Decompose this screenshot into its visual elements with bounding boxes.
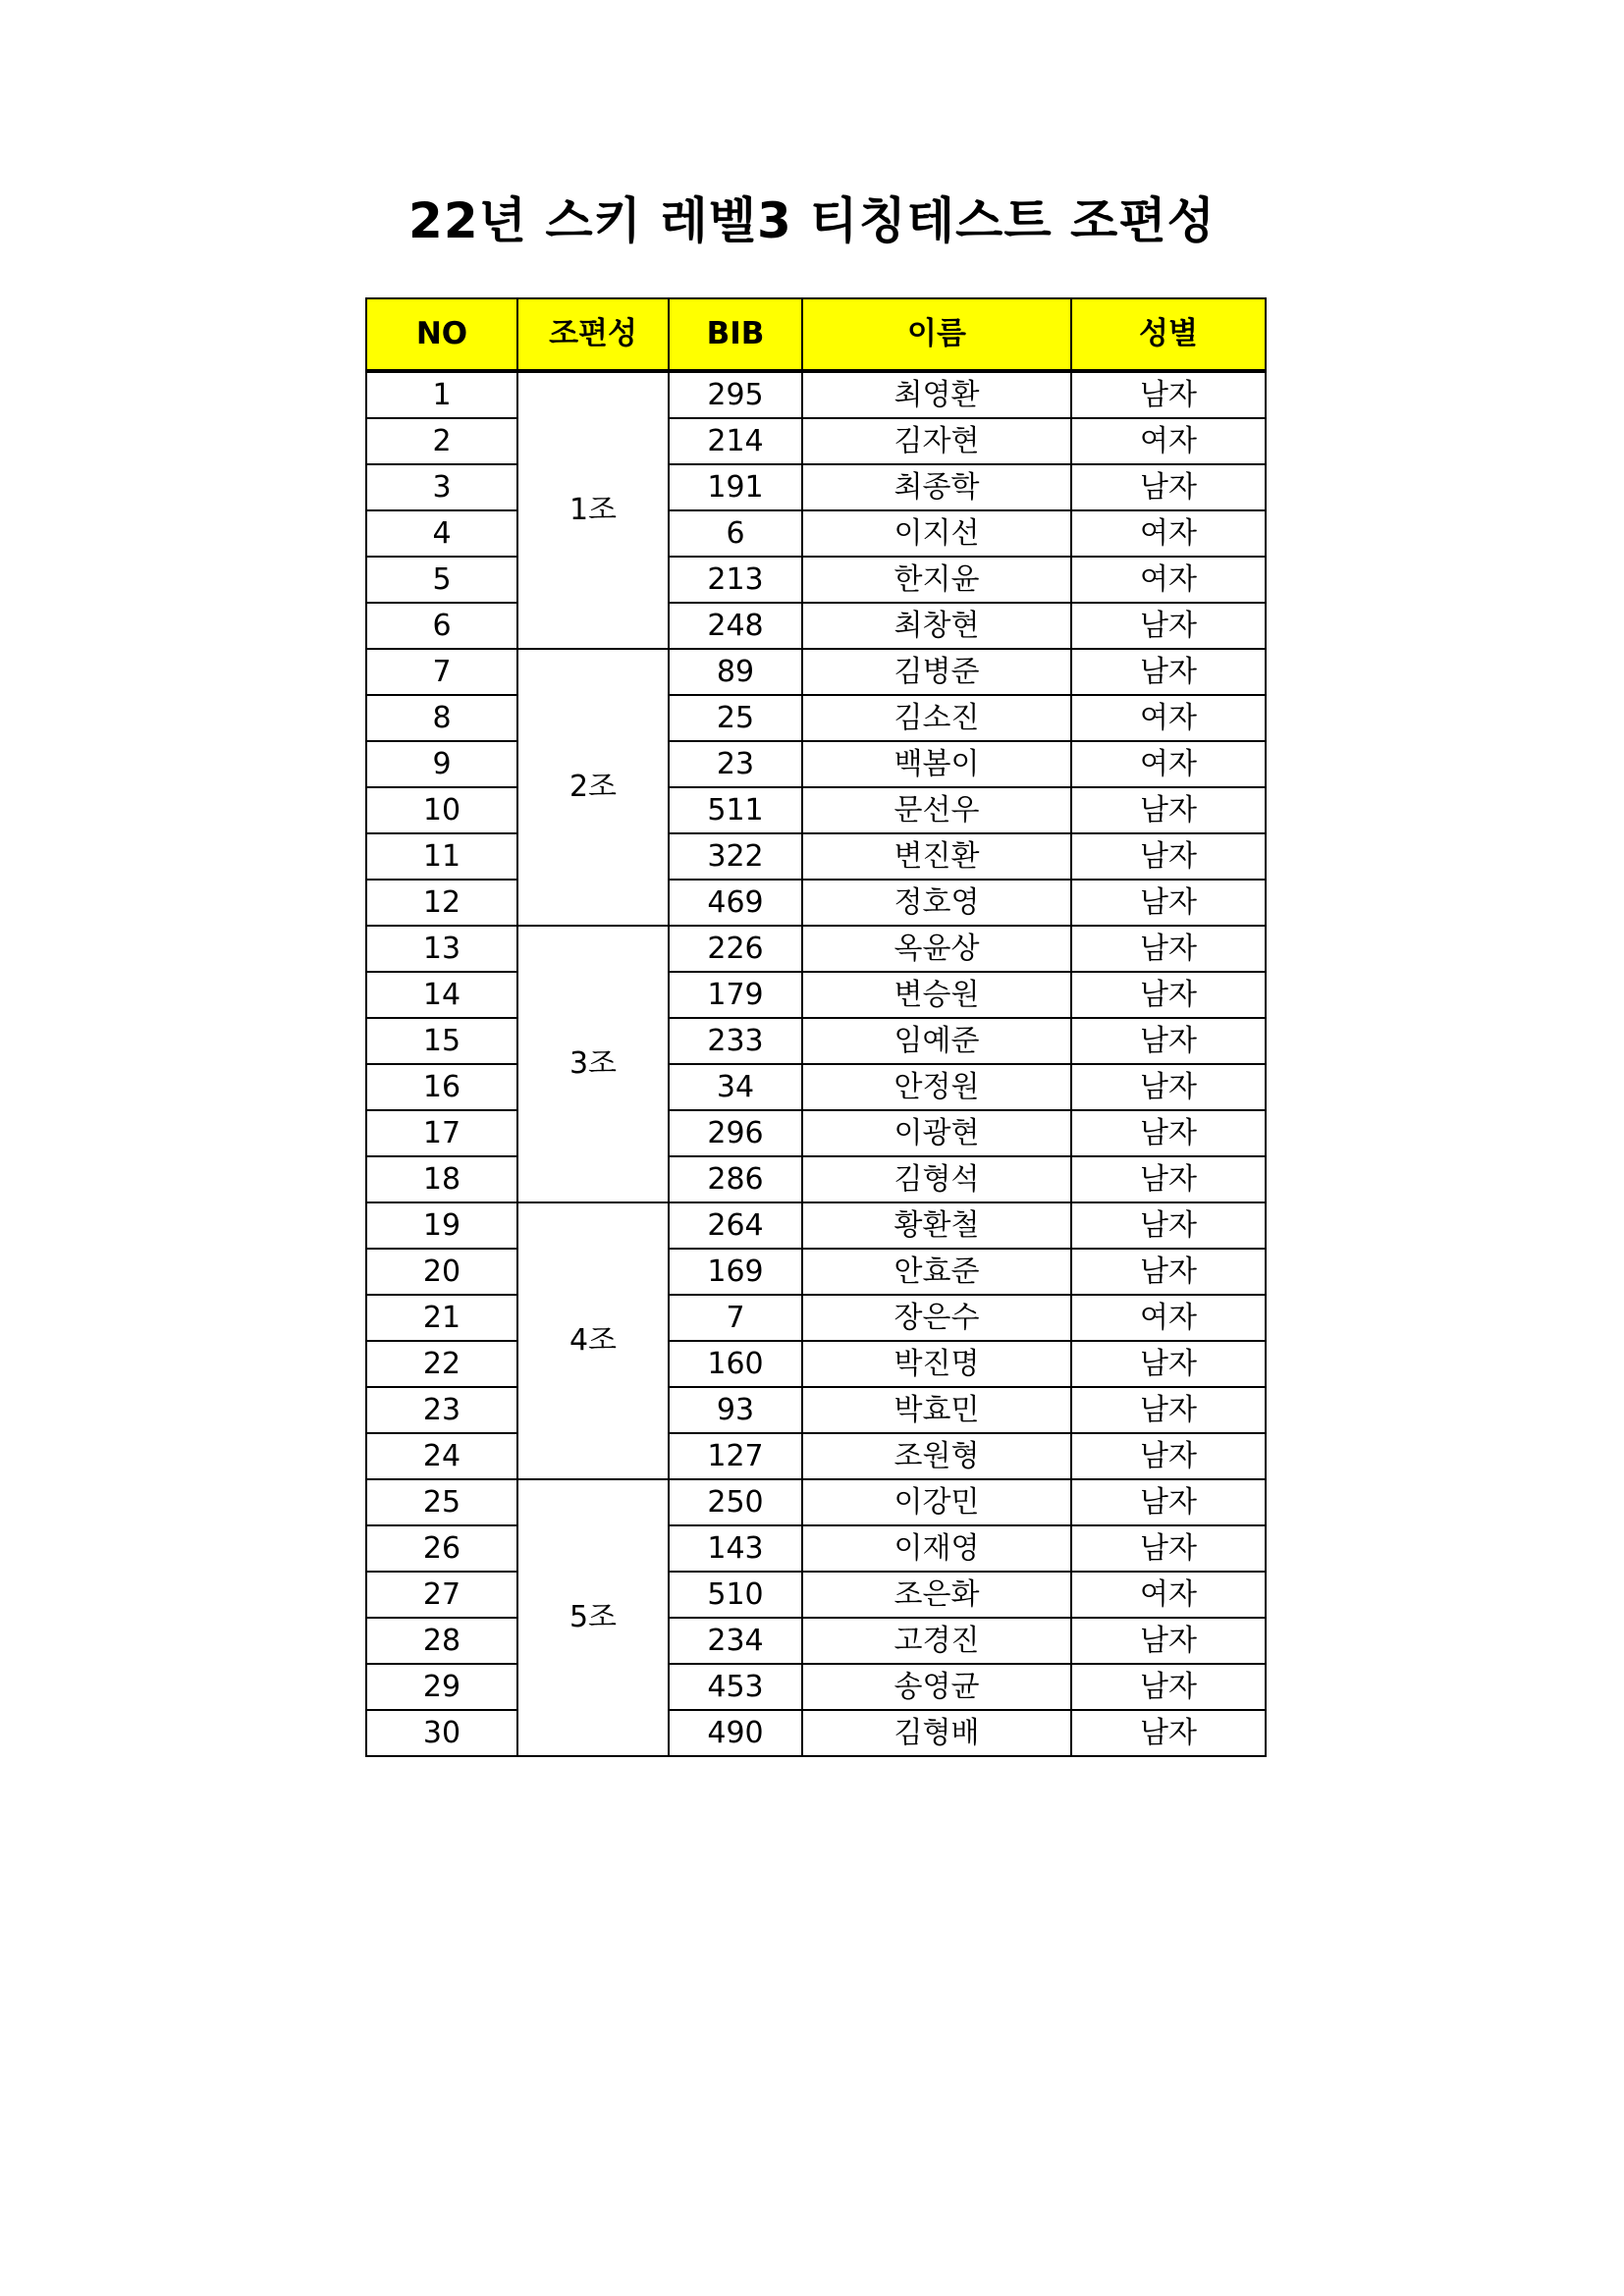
cell-name: 임예준 [802,1018,1071,1064]
cell-gender: 남자 [1071,1525,1266,1572]
cell-gender: 남자 [1071,1110,1266,1156]
cell-no: 20 [366,1249,517,1295]
cell-no: 21 [366,1295,517,1341]
cell-name: 김형석 [802,1156,1071,1202]
cell-name: 송영균 [802,1664,1071,1710]
cell-no: 22 [366,1341,517,1387]
cell-gender: 남자 [1071,603,1266,649]
cell-group: 5조 [517,1479,669,1756]
cell-no: 17 [366,1110,517,1156]
header-no: NO [366,298,517,371]
cell-gender: 남자 [1071,833,1266,880]
cell-name: 조원형 [802,1433,1071,1479]
cell-name: 최창현 [802,603,1071,649]
cell-gender: 남자 [1071,1064,1266,1110]
cell-no: 13 [366,926,517,972]
table-row [366,833,1266,880]
table-row [366,1249,1266,1295]
table-row [366,926,1266,972]
cell-no: 7 [366,649,517,695]
cell-no: 16 [366,1064,517,1110]
table-row [366,1018,1266,1064]
table-row [366,1387,1266,1433]
cell-no: 9 [366,741,517,787]
table-row [366,1341,1266,1387]
cell-bib: 322 [669,833,802,880]
cell-no: 8 [366,695,517,741]
header-name: 이름 [802,298,1071,371]
cell-gender: 남자 [1071,880,1266,926]
cell-no: 14 [366,972,517,1018]
cell-no: 24 [366,1433,517,1479]
cell-gender: 남자 [1071,1433,1266,1479]
cell-name: 김소진 [802,695,1071,741]
table-row [366,557,1266,603]
cell-gender: 여자 [1071,741,1266,787]
cell-no: 5 [366,557,517,603]
cell-bib: 160 [669,1341,802,1387]
cell-name: 이광현 [802,1110,1071,1156]
cell-bib: 469 [669,880,802,926]
cell-gender: 남자 [1071,464,1266,510]
header-group: 조편성 [517,298,669,371]
cell-no: 2 [366,418,517,464]
cell-no: 1 [366,371,517,418]
cell-bib: 490 [669,1710,802,1756]
header-bib: BIB [669,298,802,371]
table-row [366,1618,1266,1664]
cell-name: 박효민 [802,1387,1071,1433]
cell-bib: 143 [669,1525,802,1572]
cell-name: 황환철 [802,1202,1071,1249]
table-row [366,1525,1266,1572]
cell-no: 30 [366,1710,517,1756]
cell-bib: 264 [669,1202,802,1249]
cell-name: 장은수 [802,1295,1071,1341]
table-row [366,371,1266,418]
header-gender: 성별 [1071,298,1266,371]
table-header [366,298,1266,371]
cell-name: 이재영 [802,1525,1071,1572]
table-row [366,1156,1266,1202]
cell-group: 1조 [517,371,669,649]
cell-no: 27 [366,1572,517,1618]
cell-gender: 여자 [1071,557,1266,603]
cell-gender: 여자 [1071,1295,1266,1341]
header-row [366,298,1266,371]
cell-name: 정호영 [802,880,1071,926]
cell-no: 6 [366,603,517,649]
cell-gender: 여자 [1071,418,1266,464]
cell-name: 최종학 [802,464,1071,510]
page-title: 22년 스키 레벨3 티칭테스트 조편성 [408,192,1216,249]
cell-bib: 226 [669,926,802,972]
cell-bib: 453 [669,1664,802,1710]
cell-name: 이지선 [802,510,1071,557]
cell-no: 18 [366,1156,517,1202]
cell-name: 고경진 [802,1618,1071,1664]
cell-name: 박진명 [802,1341,1071,1387]
table-row [366,1202,1266,1249]
cell-no: 29 [366,1664,517,1710]
cell-no: 28 [366,1618,517,1664]
cell-bib: 233 [669,1018,802,1064]
table-body [366,371,1266,1756]
cell-bib: 127 [669,1433,802,1479]
cell-gender: 남자 [1071,1341,1266,1387]
cell-gender: 남자 [1071,371,1266,418]
cell-name: 백봄이 [802,741,1071,787]
table-row [366,880,1266,926]
table-row [366,1710,1266,1756]
table-row [366,741,1266,787]
cell-bib: 6 [669,510,802,557]
table-row [366,1433,1266,1479]
cell-name: 옥윤상 [802,926,1071,972]
cell-bib: 25 [669,695,802,741]
table-row [366,418,1266,464]
table-row [366,649,1266,695]
cell-gender: 남자 [1071,787,1266,833]
table-row [366,1110,1266,1156]
roster-table [365,297,1267,1757]
cell-bib: 296 [669,1110,802,1156]
cell-gender: 남자 [1071,649,1266,695]
cell-no: 26 [366,1525,517,1572]
cell-bib: 7 [669,1295,802,1341]
cell-group: 3조 [517,926,669,1202]
cell-bib: 34 [669,1064,802,1110]
cell-bib: 89 [669,649,802,695]
cell-group: 4조 [517,1202,669,1479]
cell-name: 김병준 [802,649,1071,695]
cell-bib: 510 [669,1572,802,1618]
table-row [366,603,1266,649]
cell-name: 조은화 [802,1572,1071,1618]
cell-bib: 248 [669,603,802,649]
table-row [366,1572,1266,1618]
cell-name: 김자현 [802,418,1071,464]
table-row [366,464,1266,510]
cell-gender: 남자 [1071,926,1266,972]
cell-gender: 여자 [1071,695,1266,741]
cell-bib: 250 [669,1479,802,1525]
table-row [366,1295,1266,1341]
cell-bib: 295 [669,371,802,418]
cell-no: 10 [366,787,517,833]
cell-no: 3 [366,464,517,510]
cell-gender: 남자 [1071,1664,1266,1710]
table-row [366,1479,1266,1525]
cell-name: 문선우 [802,787,1071,833]
cell-gender: 남자 [1071,1249,1266,1295]
table-row [366,787,1266,833]
cell-gender: 남자 [1071,1618,1266,1664]
cell-gender: 여자 [1071,510,1266,557]
cell-name: 김형배 [802,1710,1071,1756]
cell-name: 한지윤 [802,557,1071,603]
cell-bib: 511 [669,787,802,833]
cell-gender: 남자 [1071,1156,1266,1202]
cell-bib: 23 [669,741,802,787]
cell-bib: 213 [669,557,802,603]
cell-gender: 남자 [1071,1479,1266,1525]
cell-no: 12 [366,880,517,926]
table-row [366,1664,1266,1710]
table-row [366,695,1266,741]
cell-gender: 남자 [1071,1387,1266,1433]
table-row [366,510,1266,557]
table-row [366,1064,1266,1110]
cell-name: 변승원 [802,972,1071,1018]
cell-gender: 여자 [1071,1572,1266,1618]
cell-no: 25 [366,1479,517,1525]
cell-no: 19 [366,1202,517,1249]
cell-gender: 남자 [1071,972,1266,1018]
cell-no: 15 [366,1018,517,1064]
table-row [366,972,1266,1018]
cell-bib: 179 [669,972,802,1018]
cell-bib: 234 [669,1618,802,1664]
cell-no: 4 [366,510,517,557]
cell-name: 최영환 [802,371,1071,418]
cell-no: 23 [366,1387,517,1433]
cell-no: 11 [366,833,517,880]
cell-name: 안효준 [802,1249,1071,1295]
cell-bib: 191 [669,464,802,510]
cell-bib: 169 [669,1249,802,1295]
cell-bib: 214 [669,418,802,464]
cell-gender: 남자 [1071,1018,1266,1064]
cell-bib: 286 [669,1156,802,1202]
cell-group: 2조 [517,649,669,926]
cell-gender: 남자 [1071,1710,1266,1756]
cell-gender: 남자 [1071,1202,1266,1249]
cell-bib: 93 [669,1387,802,1433]
cell-name: 변진환 [802,833,1071,880]
cell-name: 안정원 [802,1064,1071,1110]
cell-name: 이강민 [802,1479,1071,1525]
